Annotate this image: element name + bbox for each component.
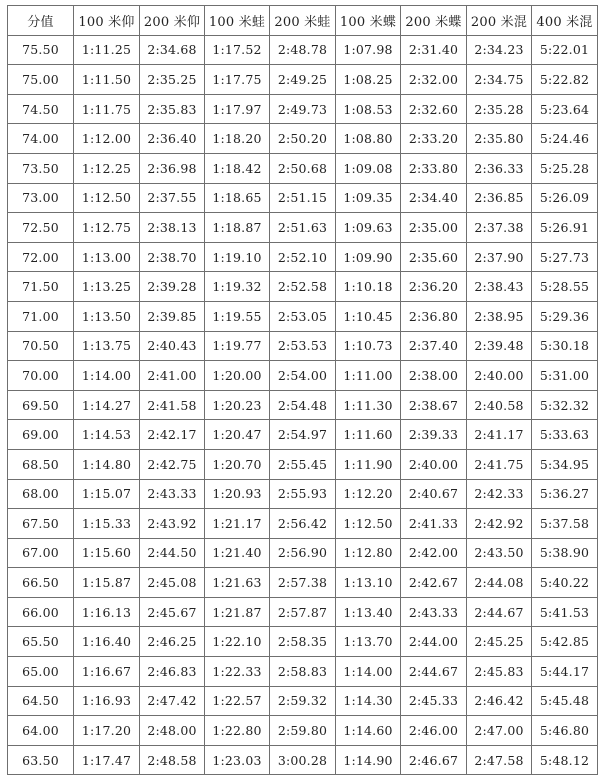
time-cell: 5:32.32: [532, 390, 598, 420]
time-cell: 1:11.50: [74, 65, 140, 95]
time-cell: 2:46.00: [401, 716, 467, 746]
swimming-score-table: [7, 5, 598, 775]
time-cell: 5:22.01: [532, 35, 598, 65]
header-event-8: 400 米混: [532, 6, 598, 36]
time-cell: 2:35.25: [140, 65, 205, 95]
time-cell: 2:44.08: [467, 568, 532, 598]
time-cell: 2:59.80: [270, 716, 336, 746]
time-cell: 1:14.00: [336, 657, 401, 687]
time-cell: 1:18.20: [205, 124, 270, 154]
time-cell: 2:36.98: [140, 153, 205, 183]
time-cell: 2:38.67: [401, 390, 467, 420]
time-cell: 2:48.78: [270, 35, 336, 65]
time-cell: 1:11.30: [336, 390, 401, 420]
score-cell: 65.50: [8, 627, 74, 657]
time-cell: 1:11.25: [74, 35, 140, 65]
time-cell: 5:44.17: [532, 657, 598, 687]
time-cell: 2:48.00: [140, 716, 205, 746]
time-cell: 1:13.25: [74, 272, 140, 302]
time-cell: 2:52.10: [270, 242, 336, 272]
time-cell: 2:38.43: [467, 272, 532, 302]
time-cell: 1:09.08: [336, 153, 401, 183]
time-cell: 1:09.90: [336, 242, 401, 272]
time-cell: 5:40.22: [532, 568, 598, 598]
time-cell: 5:45.48: [532, 686, 598, 716]
header-row: [8, 6, 598, 36]
time-cell: 2:45.67: [140, 597, 205, 627]
time-cell: 1:20.93: [205, 479, 270, 509]
time-cell: 5:24.46: [532, 124, 598, 154]
time-cell: 2:35.00: [401, 213, 467, 243]
time-cell: 2:40.00: [467, 361, 532, 391]
time-cell: 2:54.48: [270, 390, 336, 420]
header-event-3: 100 米蛙: [205, 6, 270, 36]
header-event-2: 200 米仰: [140, 6, 205, 36]
time-cell: 1:20.47: [205, 420, 270, 450]
time-cell: 1:16.13: [74, 597, 140, 627]
table-row: [8, 65, 598, 95]
score-cell: 72.50: [8, 213, 74, 243]
score-cell: 72.00: [8, 242, 74, 272]
time-cell: 2:41.17: [467, 420, 532, 450]
time-cell: 1:18.87: [205, 213, 270, 243]
score-cell: 69.50: [8, 390, 74, 420]
time-cell: 2:38.00: [401, 361, 467, 391]
time-cell: 2:39.33: [401, 420, 467, 450]
table-row: [8, 657, 598, 687]
time-cell: 2:34.23: [467, 35, 532, 65]
time-cell: 5:29.36: [532, 301, 598, 331]
table-row: [8, 361, 598, 391]
time-cell: 2:46.67: [401, 745, 467, 775]
time-cell: 2:45.25: [467, 627, 532, 657]
time-cell: 2:35.80: [467, 124, 532, 154]
time-cell: 1:12.25: [74, 153, 140, 183]
time-cell: 5:26.09: [532, 183, 598, 213]
time-cell: 1:16.67: [74, 657, 140, 687]
time-cell: 2:41.00: [140, 361, 205, 391]
score-cell: 67.50: [8, 509, 74, 539]
header-event-1: 100 米仰: [74, 6, 140, 36]
time-cell: 5:48.12: [532, 745, 598, 775]
time-cell: 1:23.03: [205, 745, 270, 775]
time-cell: 1:11.75: [74, 94, 140, 124]
time-cell: 2:32.60: [401, 94, 467, 124]
table-row: [8, 597, 598, 627]
time-cell: 2:50.20: [270, 124, 336, 154]
table-row: [8, 272, 598, 302]
time-cell: 2:40.00: [401, 449, 467, 479]
time-cell: 1:14.80: [74, 449, 140, 479]
time-cell: 2:34.68: [140, 35, 205, 65]
time-cell: 5:27.73: [532, 242, 598, 272]
time-cell: 1:20.23: [205, 390, 270, 420]
time-cell: 1:13.40: [336, 597, 401, 627]
time-cell: 2:34.40: [401, 183, 467, 213]
time-cell: 5:38.90: [532, 538, 598, 568]
score-table-sheet: [7, 5, 597, 775]
table-row: [8, 183, 598, 213]
score-cell: 75.00: [8, 65, 74, 95]
time-cell: 2:50.68: [270, 153, 336, 183]
time-cell: 2:44.00: [401, 627, 467, 657]
time-cell: 5:26.91: [532, 213, 598, 243]
time-cell: 2:44.50: [140, 538, 205, 568]
time-cell: 1:22.57: [205, 686, 270, 716]
time-cell: 2:36.20: [401, 272, 467, 302]
table-row: [8, 538, 598, 568]
score-cell: 74.50: [8, 94, 74, 124]
score-cell: 65.00: [8, 657, 74, 687]
time-cell: 1:08.25: [336, 65, 401, 95]
time-cell: 1:17.75: [205, 65, 270, 95]
time-cell: 2:46.83: [140, 657, 205, 687]
table-row: [8, 213, 598, 243]
time-cell: 1:19.77: [205, 331, 270, 361]
time-cell: 2:59.32: [270, 686, 336, 716]
time-cell: 2:52.58: [270, 272, 336, 302]
time-cell: 1:14.30: [336, 686, 401, 716]
time-cell: 1:17.97: [205, 94, 270, 124]
time-cell: 1:11.90: [336, 449, 401, 479]
time-cell: 2:55.93: [270, 479, 336, 509]
score-cell: 70.00: [8, 361, 74, 391]
table-row: [8, 568, 598, 598]
time-cell: 2:44.67: [467, 597, 532, 627]
time-cell: 2:47.42: [140, 686, 205, 716]
time-cell: 2:47.58: [467, 745, 532, 775]
table-row: [8, 153, 598, 183]
score-cell: 68.00: [8, 479, 74, 509]
time-cell: 2:42.75: [140, 449, 205, 479]
score-cell: 69.00: [8, 420, 74, 450]
score-cell: 63.50: [8, 745, 74, 775]
score-cell: 68.50: [8, 449, 74, 479]
time-cell: 1:21.40: [205, 538, 270, 568]
time-cell: 2:43.92: [140, 509, 205, 539]
header-event-4: 200 米蛙: [270, 6, 336, 36]
time-cell: 5:42.85: [532, 627, 598, 657]
time-cell: 2:33.80: [401, 153, 467, 183]
header-event-6: 200 米蝶: [401, 6, 467, 36]
time-cell: 1:12.50: [336, 509, 401, 539]
table-row: [8, 390, 598, 420]
time-cell: 1:14.00: [74, 361, 140, 391]
time-cell: 1:16.93: [74, 686, 140, 716]
time-cell: 1:13.10: [336, 568, 401, 598]
time-cell: 1:14.27: [74, 390, 140, 420]
time-cell: 2:51.15: [270, 183, 336, 213]
score-cell: 71.50: [8, 272, 74, 302]
score-cell: 73.00: [8, 183, 74, 213]
time-cell: 2:56.90: [270, 538, 336, 568]
time-cell: 2:38.13: [140, 213, 205, 243]
table-row: [8, 301, 598, 331]
time-cell: 1:16.40: [74, 627, 140, 657]
time-cell: 2:40.67: [401, 479, 467, 509]
time-cell: 1:20.00: [205, 361, 270, 391]
time-cell: 2:37.55: [140, 183, 205, 213]
time-cell: 2:45.08: [140, 568, 205, 598]
header-score: 分值: [8, 6, 74, 36]
score-cell: 67.00: [8, 538, 74, 568]
time-cell: 2:36.80: [401, 301, 467, 331]
time-cell: 2:39.85: [140, 301, 205, 331]
score-cell: 66.00: [8, 597, 74, 627]
time-cell: 1:22.80: [205, 716, 270, 746]
time-cell: 2:43.33: [401, 597, 467, 627]
time-cell: 1:14.53: [74, 420, 140, 450]
time-cell: 2:35.28: [467, 94, 532, 124]
time-cell: 1:17.20: [74, 716, 140, 746]
time-cell: 2:41.33: [401, 509, 467, 539]
time-cell: 2:41.75: [467, 449, 532, 479]
time-cell: 2:56.42: [270, 509, 336, 539]
time-cell: 2:40.43: [140, 331, 205, 361]
score-cell: 75.50: [8, 35, 74, 65]
time-cell: 2:53.53: [270, 331, 336, 361]
time-cell: 1:22.33: [205, 657, 270, 687]
time-cell: 2:46.25: [140, 627, 205, 657]
time-cell: 1:12.20: [336, 479, 401, 509]
time-cell: 2:58.83: [270, 657, 336, 687]
score-cell: 71.00: [8, 301, 74, 331]
time-cell: 1:13.50: [74, 301, 140, 331]
time-cell: 1:08.80: [336, 124, 401, 154]
table-row: [8, 35, 598, 65]
time-cell: 2:57.38: [270, 568, 336, 598]
time-cell: 2:32.00: [401, 65, 467, 95]
time-cell: 2:49.73: [270, 94, 336, 124]
time-cell: 2:38.70: [140, 242, 205, 272]
time-cell: 3:00.28: [270, 745, 336, 775]
time-cell: 2:39.48: [467, 331, 532, 361]
time-cell: 5:23.64: [532, 94, 598, 124]
time-cell: 2:58.35: [270, 627, 336, 657]
time-cell: 5:25.28: [532, 153, 598, 183]
time-cell: 2:37.40: [401, 331, 467, 361]
time-cell: 2:36.33: [467, 153, 532, 183]
table-body: [8, 35, 598, 775]
time-cell: 1:11.00: [336, 361, 401, 391]
time-cell: 5:22.82: [532, 65, 598, 95]
time-cell: 2:42.33: [467, 479, 532, 509]
time-cell: 1:12.50: [74, 183, 140, 213]
time-cell: 1:12.00: [74, 124, 140, 154]
score-cell: 74.00: [8, 124, 74, 154]
time-cell: 1:18.65: [205, 183, 270, 213]
time-cell: 1:09.63: [336, 213, 401, 243]
time-cell: 2:45.83: [467, 657, 532, 687]
table-row: [8, 449, 598, 479]
score-cell: 70.50: [8, 331, 74, 361]
time-cell: 2:42.00: [401, 538, 467, 568]
time-cell: 2:44.67: [401, 657, 467, 687]
score-cell: 64.00: [8, 716, 74, 746]
time-cell: 5:36.27: [532, 479, 598, 509]
time-cell: 1:19.32: [205, 272, 270, 302]
table-row: [8, 242, 598, 272]
time-cell: 1:14.60: [336, 716, 401, 746]
time-cell: 2:43.50: [467, 538, 532, 568]
time-cell: 1:17.52: [205, 35, 270, 65]
time-cell: 2:57.87: [270, 597, 336, 627]
time-cell: 1:13.70: [336, 627, 401, 657]
time-cell: 2:40.58: [467, 390, 532, 420]
time-cell: 2:37.90: [467, 242, 532, 272]
time-cell: 2:39.28: [140, 272, 205, 302]
table-row: [8, 509, 598, 539]
score-cell: 64.50: [8, 686, 74, 716]
time-cell: 1:15.07: [74, 479, 140, 509]
table-row: [8, 124, 598, 154]
time-cell: 2:34.75: [467, 65, 532, 95]
time-cell: 5:28.55: [532, 272, 598, 302]
table-row: [8, 94, 598, 124]
time-cell: 2:36.85: [467, 183, 532, 213]
time-cell: 1:15.60: [74, 538, 140, 568]
time-cell: 2:38.95: [467, 301, 532, 331]
time-cell: 1:21.17: [205, 509, 270, 539]
time-cell: 5:46.80: [532, 716, 598, 746]
time-cell: 1:15.33: [74, 509, 140, 539]
time-cell: 5:37.58: [532, 509, 598, 539]
table-header: [8, 6, 598, 36]
time-cell: 2:54.00: [270, 361, 336, 391]
time-cell: 5:30.18: [532, 331, 598, 361]
table-row: [8, 745, 598, 775]
time-cell: 2:46.42: [467, 686, 532, 716]
time-cell: 2:47.00: [467, 716, 532, 746]
time-cell: 1:21.63: [205, 568, 270, 598]
time-cell: 1:10.73: [336, 331, 401, 361]
time-cell: 5:33.63: [532, 420, 598, 450]
time-cell: 1:09.35: [336, 183, 401, 213]
time-cell: 2:54.97: [270, 420, 336, 450]
time-cell: 1:17.47: [74, 745, 140, 775]
time-cell: 2:45.33: [401, 686, 467, 716]
table-row: [8, 420, 598, 450]
time-cell: 5:34.95: [532, 449, 598, 479]
time-cell: 5:41.53: [532, 597, 598, 627]
time-cell: 5:31.00: [532, 361, 598, 391]
header-event-7: 200 米混: [467, 6, 532, 36]
time-cell: 2:49.25: [270, 65, 336, 95]
time-cell: 2:53.05: [270, 301, 336, 331]
score-cell: 73.50: [8, 153, 74, 183]
table-row: [8, 716, 598, 746]
time-cell: 2:41.58: [140, 390, 205, 420]
time-cell: 1:08.53: [336, 94, 401, 124]
time-cell: 2:35.83: [140, 94, 205, 124]
time-cell: 1:19.10: [205, 242, 270, 272]
time-cell: 2:35.60: [401, 242, 467, 272]
time-cell: 1:13.00: [74, 242, 140, 272]
time-cell: 1:11.60: [336, 420, 401, 450]
time-cell: 1:12.80: [336, 538, 401, 568]
time-cell: 1:14.90: [336, 745, 401, 775]
time-cell: 1:10.45: [336, 301, 401, 331]
time-cell: 2:31.40: [401, 35, 467, 65]
time-cell: 1:22.10: [205, 627, 270, 657]
time-cell: 2:48.58: [140, 745, 205, 775]
time-cell: 2:55.45: [270, 449, 336, 479]
time-cell: 1:21.87: [205, 597, 270, 627]
time-cell: 1:07.98: [336, 35, 401, 65]
time-cell: 2:43.33: [140, 479, 205, 509]
table-row: [8, 686, 598, 716]
time-cell: 1:18.42: [205, 153, 270, 183]
time-cell: 2:42.67: [401, 568, 467, 598]
time-cell: 2:51.63: [270, 213, 336, 243]
time-cell: 1:20.70: [205, 449, 270, 479]
time-cell: 2:42.17: [140, 420, 205, 450]
time-cell: 1:15.87: [74, 568, 140, 598]
time-cell: 2:42.92: [467, 509, 532, 539]
table-row: [8, 331, 598, 361]
header-event-5: 100 米蝶: [336, 6, 401, 36]
time-cell: 1:10.18: [336, 272, 401, 302]
time-cell: 2:33.20: [401, 124, 467, 154]
time-cell: 2:36.40: [140, 124, 205, 154]
time-cell: 1:13.75: [74, 331, 140, 361]
time-cell: 2:37.38: [467, 213, 532, 243]
time-cell: 1:12.75: [74, 213, 140, 243]
table-row: [8, 627, 598, 657]
score-cell: 66.50: [8, 568, 74, 598]
table-row: [8, 479, 598, 509]
time-cell: 1:19.55: [205, 301, 270, 331]
